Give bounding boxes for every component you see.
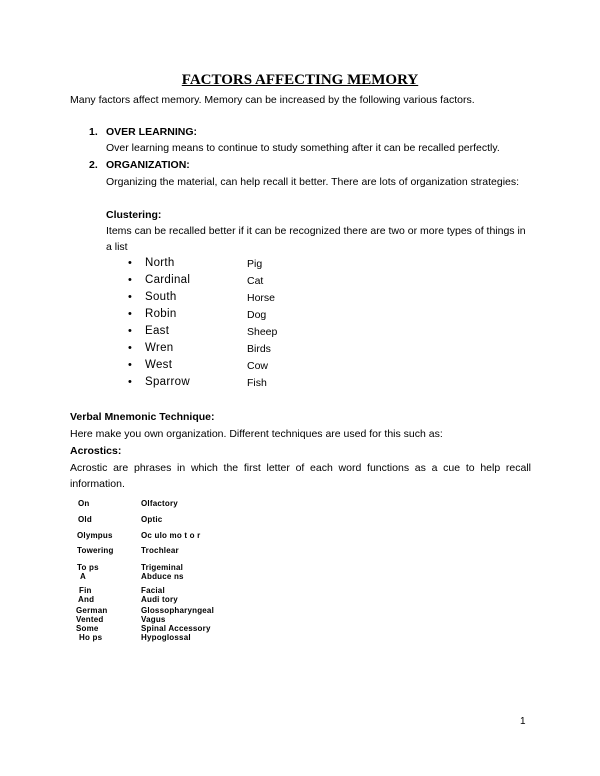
acrostic-word: Some xyxy=(76,624,99,633)
acrostic-word: Vented xyxy=(76,615,104,624)
acrostic-nerve: Trochlear xyxy=(141,546,179,555)
acrostics-heading: Acrostics: xyxy=(70,445,122,457)
acrostic-word: Ho ps xyxy=(79,633,103,642)
bullet-icon: • xyxy=(128,359,132,371)
section-1-body: Over learning means to continue to study something after it can be recalled perfectly. xyxy=(106,142,500,154)
acrostic-word: Towering xyxy=(77,546,114,555)
cluster-word: Cardinal xyxy=(145,274,191,286)
cluster-animal: Dog xyxy=(247,309,267,321)
intro-paragraph: Many factors affect memory. Memory can be increased by the following various factors. xyxy=(70,94,475,106)
acrostic-nerve: Vagus xyxy=(141,615,166,624)
acrostics-body: Acrostic are phrases in which the first letter of each word functions as a cue to help recall information. xyxy=(70,462,531,490)
cluster-word: Wren xyxy=(145,342,174,354)
cluster-word: East xyxy=(145,325,170,337)
page-number: 1 xyxy=(520,716,526,727)
acrostic-nerve: Optic xyxy=(141,515,163,524)
cluster-animal: Pig xyxy=(247,258,263,270)
acrostic-word: Old xyxy=(78,515,92,524)
verbal-body: Here make you own organization. Different techniques are used for this such as: xyxy=(70,428,443,440)
cluster-animal: Horse xyxy=(247,292,276,304)
acrostic-nerve: Glossopharyngeal xyxy=(141,606,214,615)
cluster-animal: Sheep xyxy=(247,326,278,338)
acrostic-nerve: Oc ulo mo t o r xyxy=(141,531,201,540)
cluster-animal: Cat xyxy=(247,275,264,287)
bullet-icon: • xyxy=(128,342,132,354)
cluster-animal: Cow xyxy=(247,360,269,372)
bullet-icon: • xyxy=(128,257,132,269)
cluster-word: West xyxy=(145,359,173,371)
bullet-icon: • xyxy=(128,274,132,286)
bullet-icon: • xyxy=(128,325,132,337)
acrostic-nerve: Olfactory xyxy=(141,499,178,508)
clustering-heading: Clustering: xyxy=(106,209,162,221)
acrostic-word: To ps xyxy=(77,563,99,572)
bullet-icon: • xyxy=(128,376,132,388)
acrostic-nerve: Hypoglossal xyxy=(141,633,191,642)
section-2-number: 2. xyxy=(89,159,98,171)
acrostic-nerve: Facial xyxy=(141,586,165,595)
verbal-heading: Verbal Mnemonic Technique: xyxy=(70,411,215,423)
section-1-heading: OVER LEARNING: xyxy=(106,126,198,138)
cluster-word: Robin xyxy=(145,308,177,320)
acrostic-word: German xyxy=(76,606,108,615)
cluster-animal: Fish xyxy=(247,377,267,389)
bullet-icon: • xyxy=(128,308,132,320)
acrostic-nerve: Spinal Accessory xyxy=(141,624,211,633)
bullet-icon: • xyxy=(128,291,132,303)
cluster-word: Sparrow xyxy=(145,376,190,388)
cluster-animal: Birds xyxy=(247,343,271,355)
section-2-body: Organizing the material, can help recall it better. There are lots of organization strategies: xyxy=(106,176,520,188)
section-1-number: 1. xyxy=(89,126,98,138)
acrostic-nerve: Abduce ns xyxy=(141,572,184,581)
acrostic-word: A xyxy=(80,572,86,581)
acrostic-nerve: Audi tory xyxy=(141,595,178,604)
acrostic-word: And xyxy=(78,595,95,604)
cluster-word: North xyxy=(145,257,175,269)
acrostic-word: Olympus xyxy=(77,531,113,540)
clustering-body: Items can be recalled better if it can be recognized there are two or more types of things in a list xyxy=(106,225,526,253)
section-2-heading: ORGANIZATION: xyxy=(106,159,190,171)
acrostic-word: Fin xyxy=(79,586,92,595)
page-title: FACTORS AFFECTING MEMORY xyxy=(181,72,419,88)
acrostic-nerve: Trigeminal xyxy=(141,563,184,572)
acrostic-word: On xyxy=(78,499,90,508)
cluster-word: South xyxy=(145,291,177,303)
